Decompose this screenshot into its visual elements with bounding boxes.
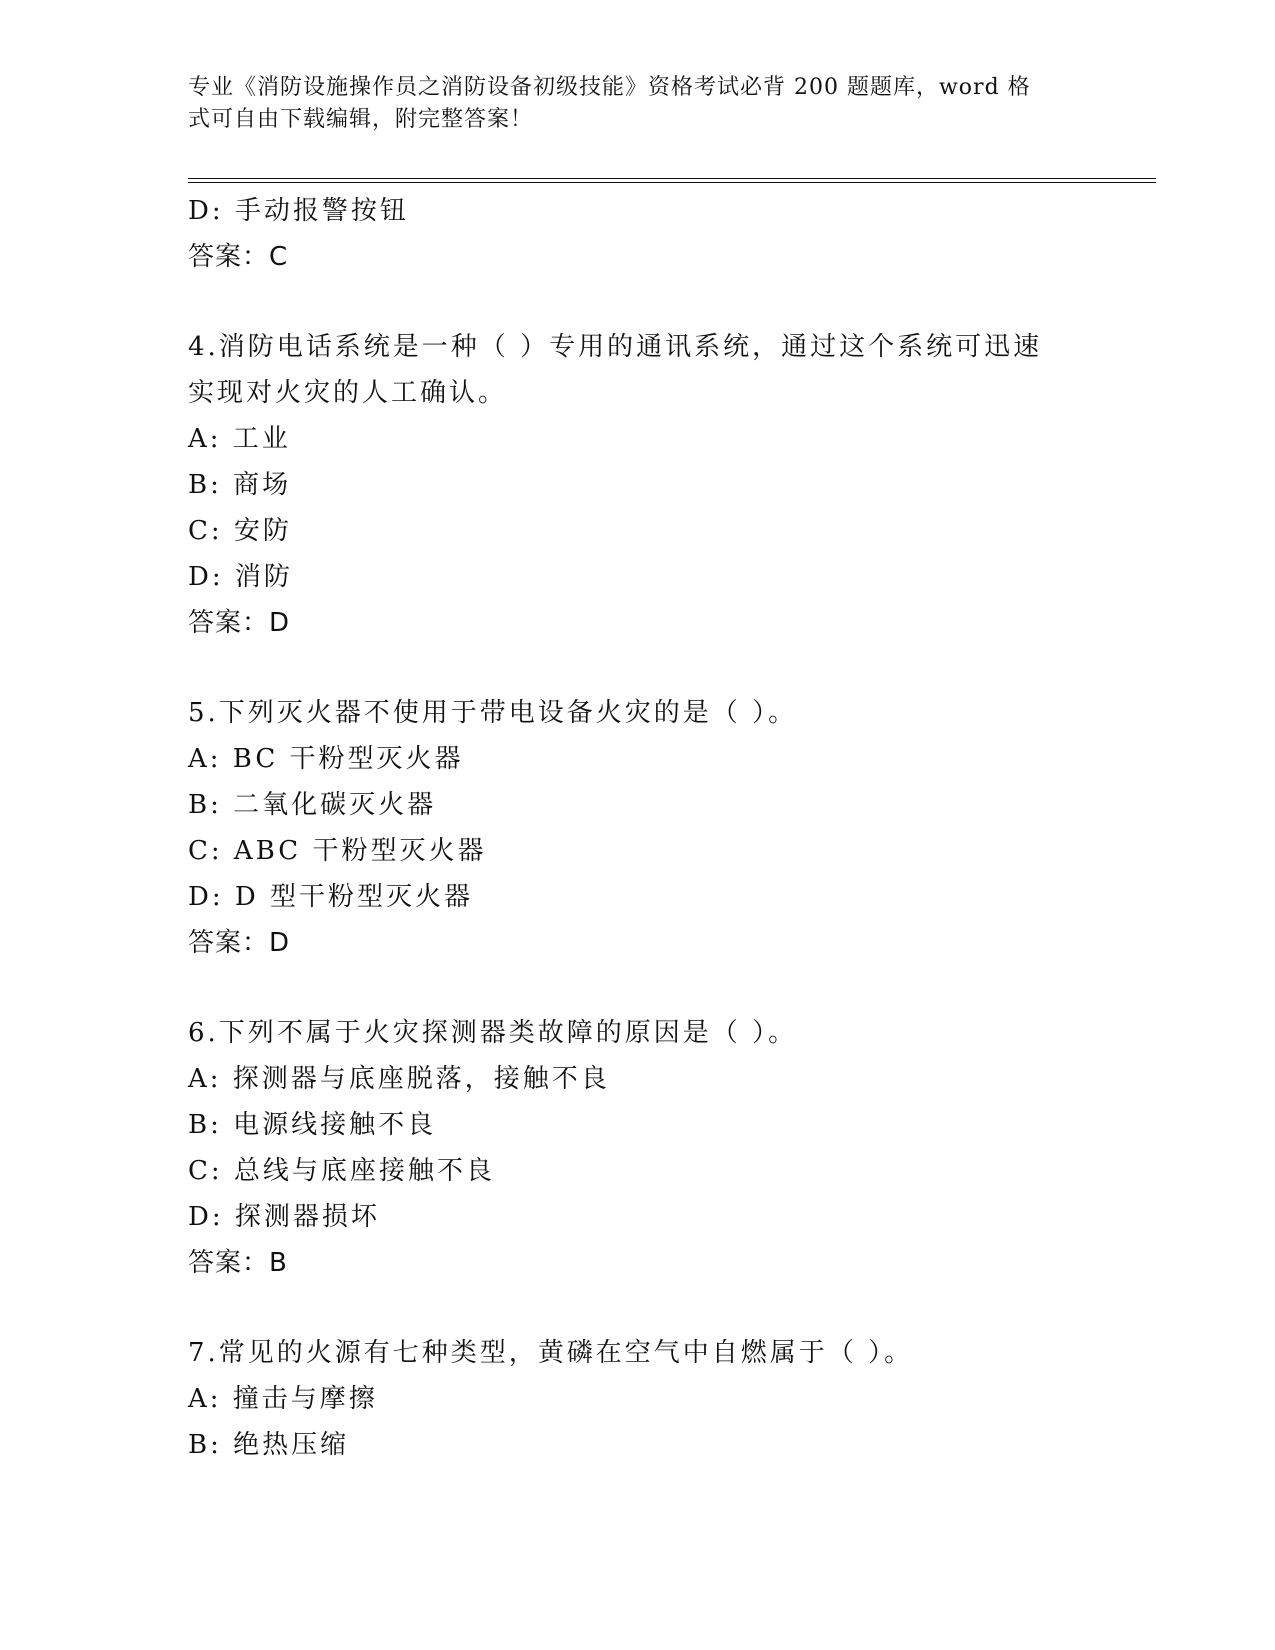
question-stem-continued: 实现对火灾的人工确认。 bbox=[188, 378, 508, 408]
spacer bbox=[188, 966, 1088, 1010]
question-stem: 4.消防电话系统是一种（ ）专用的通讯系统，通过这个系统可迅速 bbox=[188, 332, 1043, 362]
answer-line: 答案：C bbox=[188, 242, 289, 272]
question-stem: 6.下列不属于火灾探测器类故障的原因是（ ）。 bbox=[188, 1018, 798, 1048]
option-d: D: 消防 bbox=[188, 562, 293, 592]
option-a: A: 工业 bbox=[188, 424, 291, 454]
spacer bbox=[188, 280, 1088, 324]
header-line-1: 专业《消防设施操作员之消防设备初级技能》资格考试必背 200 题题库，word 格 bbox=[188, 75, 1031, 100]
question-7 bbox=[188, 1330, 1088, 1468]
spacer bbox=[188, 1286, 1088, 1330]
option-b: B: 商场 bbox=[188, 470, 292, 500]
option-a: A: 探测器与底座脱落，接触不良 bbox=[188, 1064, 610, 1094]
question-stem: 5.下列灭火器不使用于带电设备火灾的是（ ）。 bbox=[188, 698, 798, 728]
document-body bbox=[188, 188, 1088, 1468]
option-b: B: 二氧化碳灭火器 bbox=[188, 790, 437, 820]
option-d: D: 手动报警按钮 bbox=[188, 196, 409, 226]
header-divider bbox=[188, 178, 1156, 183]
question-4 bbox=[188, 324, 1088, 646]
document-header bbox=[188, 72, 1068, 136]
question-stem: 7.常见的火源有七种类型，黄磷在空气中自燃属于（ ）。 bbox=[188, 1338, 914, 1368]
spacer bbox=[188, 646, 1088, 690]
question-6 bbox=[188, 1010, 1088, 1286]
header-line-2: 式可自由下载编辑，附完整答案！ bbox=[188, 107, 534, 132]
answer-line: 答案：D bbox=[188, 608, 291, 638]
option-b: B: 绝热压缩 bbox=[188, 1430, 350, 1460]
option-d: D: D 型干粉型灭火器 bbox=[188, 882, 473, 912]
option-c: C: ABC 干粉型灭火器 bbox=[188, 836, 487, 866]
option-b: B: 电源线接触不良 bbox=[188, 1110, 437, 1140]
question-5 bbox=[188, 690, 1088, 966]
option-c: C: 总线与底座接触不良 bbox=[188, 1156, 495, 1186]
option-a: A: BC 干粉型灭火器 bbox=[188, 744, 464, 774]
option-c: C: 安防 bbox=[188, 516, 292, 546]
answer-line: 答案：B bbox=[188, 1248, 288, 1278]
answer-line: 答案：D bbox=[188, 928, 291, 958]
option-a: A: 撞击与摩擦 bbox=[188, 1384, 378, 1414]
option-d: D: 探测器损坏 bbox=[188, 1202, 380, 1232]
